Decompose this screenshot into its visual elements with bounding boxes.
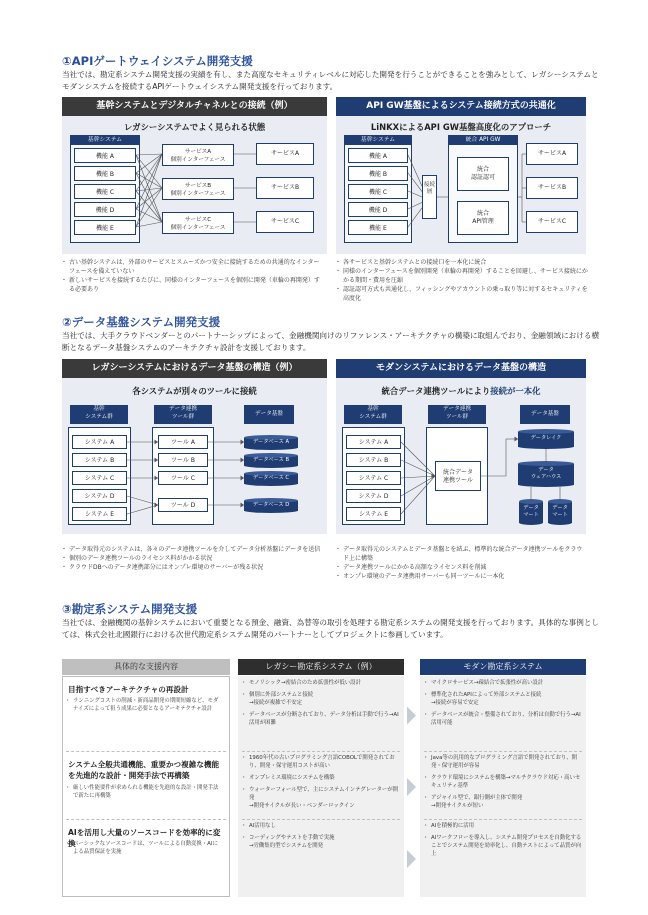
service-box: サービスA: [526, 143, 578, 165]
legacy-list: [242, 822, 400, 854]
section1-intro: 当社では、勘定系システム開発支援の実績を有し、また高度なセキュリティレベルに対応した開発を行うことができることを強みとして、レガシーシステムとモダンシステムを接続するAPIゲートウェイシステム開発支援を行っております。: [62, 70, 599, 91]
connection-line: [401, 476, 435, 478]
connection-line: [127, 505, 158, 514]
modern-item: ・ AIを積極的に活用: [424, 822, 582, 830]
connection-line: [127, 496, 158, 505]
s2-left-bullets: [62, 545, 324, 572]
row-divider: [242, 819, 400, 820]
system-box: システム A: [346, 435, 401, 449]
connection-line: [401, 476, 435, 514]
database-cylinder: [244, 453, 298, 468]
system-box: システム A: [72, 435, 127, 449]
support-detail: [66, 697, 222, 713]
modern-item: ・ マイクロサービス→疎結合で拡張性が高い設計: [424, 679, 582, 687]
chevron-right-icon: [407, 850, 416, 868]
function-box: 機能 B: [74, 166, 136, 181]
database-label: データベース A: [252, 439, 290, 445]
system-box: システム C: [346, 471, 401, 485]
connection-line: [136, 154, 162, 209]
data-warehouse-cylinder: [518, 461, 574, 487]
connection-line: [136, 191, 162, 222]
cylinder-top: [518, 429, 574, 434]
database-label: データ マート: [523, 505, 539, 518]
database-cylinder: [244, 435, 298, 450]
s1-left-title: 基幹システムとデジタルチャネルとの接続（例）: [62, 97, 327, 116]
modern-item: ・ AIワークフローを導入し、システム開発プロセスを自動化することでシステム開発を効率化し、自動テストによって品質が向上: [424, 834, 582, 858]
s2-right-bullets: [336, 545, 588, 581]
modern-item: ・ Java等の汎用的なプログラミング言語で開発されており、開発・保守運用が容易: [424, 754, 582, 770]
database-label: データ マート: [552, 505, 568, 518]
function-box: 機能 A: [74, 148, 136, 163]
system-box: システム E: [346, 507, 401, 521]
legacy-list: [242, 679, 400, 731]
s3-col-right-head: モダン勘定系システム: [420, 659, 586, 675]
legacy-list: [242, 754, 400, 814]
row-divider: [66, 819, 226, 820]
s1-left-bullet: ・ 新しいサービスを接続するたびに、同様のインターフェースを個別に開発（車輪の再開発）する必要あり: [62, 276, 322, 294]
s2-right-bullet: ・ オンプレ環境のデータ連携用サーバーも同一ツールに一本化: [336, 572, 588, 581]
modern-item: ・ アジャイル型で、銀行側が主体で開発 →開発サイクルが短い: [424, 794, 582, 810]
cylinder-bottom: [518, 482, 574, 487]
database-label: データ ウェアハウス: [530, 467, 562, 480]
row-divider: [66, 751, 226, 752]
s3-transition-arrows: [404, 676, 420, 897]
function-box: 機能 C: [74, 184, 136, 199]
s3-col-mid-head: レガシー勘定系システム（例）: [238, 659, 404, 675]
support-title: 目指すべきアーキテクチャの再設計: [68, 685, 189, 694]
s1-right-panel: [336, 97, 586, 254]
support-title: AIを活用し大量のソースコードを効率的に変換: [68, 828, 221, 848]
s3-col-left-head: 具体的な支援内容: [62, 659, 230, 675]
s1-left-core-label: 基幹システム: [71, 136, 139, 145]
tool-box: ツール B: [158, 453, 208, 467]
service-box: サービスC: [256, 211, 314, 233]
cylinder-bottom: [548, 520, 572, 525]
system-box: システム C: [72, 471, 127, 485]
tool-box: ツール D: [158, 498, 208, 512]
connection-line: [136, 154, 162, 173]
section3-intro: 当社では、金融機関の基幹システムにおいて重要となる預金、融資、為替等の取引を処理する勘定系システムの開発支援を行っております。具体的な事例としては、株式会社北國銀行における次世代勘定系システム開発のパートナーとしてプロジェクトに参画しています。: [62, 618, 600, 639]
modern-list: [424, 754, 582, 814]
s1-right-bullet: ・ 各サービスと基幹システムとの接続口を一本化に統合: [336, 258, 588, 267]
connection-line: [408, 202, 422, 209]
legacy-item: ・ ウォーターフォール型で、主にシステムインテグレーターが開発 →開発サイクルが長い・ベンダーロックイン: [242, 786, 400, 810]
row-divider: [242, 751, 400, 752]
s1-right-gw-label: 統合 API GW: [449, 136, 517, 145]
support-detail-item: ・ ベーシックなソースコードは、ツールによる自動変換・AIによる品質保証を実施: [66, 840, 222, 856]
connection-line: [136, 154, 162, 155]
s1-left-subtitle: レガシーシステムでよく見られる状態: [123, 122, 266, 132]
modern-item: ・ データベースが統合・整備されており、分析は自動で行う→AI活用可能: [424, 711, 582, 727]
s1-right-bullet: ・ 同様のインターフェースを個別開発（車輪の再開発）することを回避し、サービス接続にかかる期間・費用を圧縮: [336, 267, 588, 285]
s2-right-bullet: ・ データ取得元のシステムとデータ基盤とを結ぶ、標準的な統合データ連携ツールをクラウド上に構築: [336, 545, 588, 563]
database-label: データベース B: [252, 457, 290, 463]
function-box: 機能 D: [348, 202, 408, 217]
chevron-right-icon: [407, 707, 416, 725]
s1-right-core-label: 基幹システム: [345, 136, 411, 145]
connection-line: [401, 476, 435, 496]
support-detail: [66, 784, 222, 800]
support-detail-item: ・ ランニングコストの削減・新商品開発の期間短縮など、モダナイズによって狙う成果に必要となるアーキテクチャ設計: [66, 697, 222, 713]
modern-item: ・ 標準化されたAPIによって外部システムと接続 →接続が容易で安定: [424, 691, 582, 707]
cylinder-top: [518, 461, 574, 466]
interface-box: サービスC 個別インターフェース: [162, 212, 234, 234]
s1-right-bullets: [336, 258, 588, 303]
support-detail-item: ・ 厳しい性能要件が求められる機能を先進的な設計・開発手法で新たに再構築: [66, 784, 222, 800]
data-lake-cylinder: [518, 429, 574, 449]
modern-list: [424, 822, 582, 862]
modern-list: [424, 679, 582, 731]
chevron-right-icon: [407, 778, 416, 796]
s2-right-h3: データ基盤: [520, 405, 570, 424]
row-divider: [424, 751, 582, 752]
connection-line: [401, 442, 435, 476]
cylinder-bottom: [519, 520, 543, 525]
data-mart-cylinder: [519, 499, 543, 525]
support-detail: [66, 840, 222, 856]
database-label: データレイク: [530, 435, 562, 441]
function-box: 機能 C: [348, 184, 408, 199]
section2-intro: 当社では、大手クラウドベンダーとのパートナーシップによって、金融機関向けのリファレンス・アーキテクチャの構築に取組んでおり、金融領域における横断となるデータ基盤システムのアーキテクチャ設計を支援しております。: [62, 331, 600, 352]
row-divider: [424, 819, 582, 820]
system-box: システム E: [72, 507, 127, 521]
support-title: システム全般共通機能、重要かつ複雑な機能を先進的な設計・開発手法で再構築: [68, 760, 220, 780]
interface-box: サービスA 個別インターフェース: [162, 144, 234, 166]
s2-right-subtitle-a: 統合データ連携ツールにより: [381, 386, 491, 396]
cylinder-top: [548, 499, 572, 504]
s2-left-subtitle: 各システムが別々のツールに接続: [132, 386, 257, 396]
s2-left-bullet: ・ 個別のデータ連携ツールのライセンス料がかかる状況: [62, 554, 324, 563]
section2-heading: ②データ基盤システム開発支援: [62, 315, 221, 329]
function-box: 機能 D: [74, 202, 136, 217]
connection-line: [401, 460, 435, 476]
s2-right-title: モダンシステムにおけるデータ基盤の構造: [336, 359, 586, 378]
function-box: 機能 E: [348, 220, 408, 235]
connection-line: [408, 155, 422, 186]
system-box: システム B: [72, 453, 127, 467]
s2-right-h1: 基幹 システム群: [344, 405, 402, 424]
legacy-item: ・ モノリシック→密結合のため拡張性が低い設計: [242, 679, 400, 687]
database-cylinder: [244, 471, 298, 486]
section3-heading: ③勘定系システム開発支援: [62, 602, 198, 616]
section1-heading: ①APIゲートウェイシステム開発支援: [62, 54, 253, 68]
connection-line: [136, 188, 162, 227]
database-label: データベース D: [252, 502, 290, 508]
tool-box: ツール C: [158, 471, 208, 485]
s2-right-h2: データ連携 ツール群: [428, 405, 486, 424]
service-box: サービスB: [526, 177, 578, 199]
connection-line: [136, 222, 162, 227]
s2-left-h3: データ基盤: [244, 405, 294, 424]
s2-right-integrated-tool: 統合データ 連携ツール: [435, 461, 481, 491]
data-mart-cylinder: [548, 499, 572, 525]
s1-right-bullet: ・ 認証認可方式も共通化し、フィッシングやアカウントの乗っ取り等に対するセキュリティを高度化: [336, 285, 588, 303]
s1-left-bullets: [62, 258, 322, 294]
modern-item: ・ クラウド環境にシステムを構築→マルチクラウド対応・高いセキュリティ基準: [424, 774, 582, 790]
connection-line: [408, 208, 422, 227]
s2-right-bullet: ・ データ連携ツールにかかる高額なライセンス料を削減: [336, 563, 588, 572]
legacy-item: ・ オンプレミス環境にシステムを構築: [242, 774, 400, 782]
interface-box: サービスB 個別インターフェース: [162, 178, 234, 200]
legacy-item: ・ 1960年代の古いプログラミング言語COBOLで開発されており、開発・保守運用コストが高い: [242, 754, 400, 770]
cylinder-top: [519, 499, 543, 504]
legacy-item: ・ 個別に外部システムと接続 →接続が複雑で不安定: [242, 691, 400, 707]
s2-left-h1: 基幹 システム群: [70, 405, 128, 424]
s1-right-auth: 統合 認証認可: [457, 157, 509, 191]
s1-right-api-mgmt: 統合 API管理: [457, 201, 509, 235]
s2-left-bullet: ・ データ取得元のシステムは、各々のデータ連携ツールを介してデータ分析基盤にデータを送信: [62, 545, 324, 554]
s2-left-title: レガシーシステムにおけるデータ基盤の構造（例）: [62, 359, 327, 378]
cylinder-bottom: [518, 444, 574, 449]
s2-left-h2: データ連携 ツール群: [154, 405, 212, 424]
legacy-item: ・ コーディングやテストを手動で実施 →労働集約型でシステムを開発: [242, 834, 400, 850]
system-box: システム D: [72, 489, 127, 503]
service-box: サービスB: [256, 177, 314, 199]
system-box: システム B: [346, 453, 401, 467]
service-box: サービスA: [256, 143, 314, 165]
system-box: システム D: [346, 489, 401, 503]
function-box: 機能 B: [348, 166, 408, 181]
legacy-item: ・ データベースが分断されており、データ分析は手動で行う→AI活用が困難: [242, 711, 400, 727]
s2-left-bullet: ・ クラウドDBへのデータ連携部分にはオンプレ環境のサーバーが残る状況: [62, 563, 324, 572]
s1-right-connect-layer: 接続層: [422, 175, 437, 219]
s2-left-panel: [62, 359, 327, 534]
database-cylinder: [244, 498, 298, 513]
connection-line: [408, 191, 422, 197]
connection-line: [408, 173, 422, 192]
legacy-item: ・ AI活用なし: [242, 822, 400, 830]
s1-right-title: API GW基盤によるシステム接続方式の共通化: [336, 97, 586, 116]
s2-right-subtitle-b: 接続が一本化: [490, 386, 541, 396]
s1-right-subtitle: LiNKXによるAPI GW基盤高度化のアプローチ: [370, 122, 552, 132]
tool-box: ツール A: [158, 435, 208, 449]
service-box: サービスC: [526, 211, 578, 233]
function-box: 機能 E: [74, 220, 136, 235]
database-label: データベース C: [252, 475, 290, 481]
s1-left-panel: [62, 97, 327, 254]
s2-right-panel: [336, 359, 586, 534]
s1-left-bullet: ・ 古い基幹システムは、外部のサービスとスムーズかつ安全に接続するための共通的なインターフェースを備えていない: [62, 258, 322, 276]
function-box: 機能 A: [348, 148, 408, 163]
